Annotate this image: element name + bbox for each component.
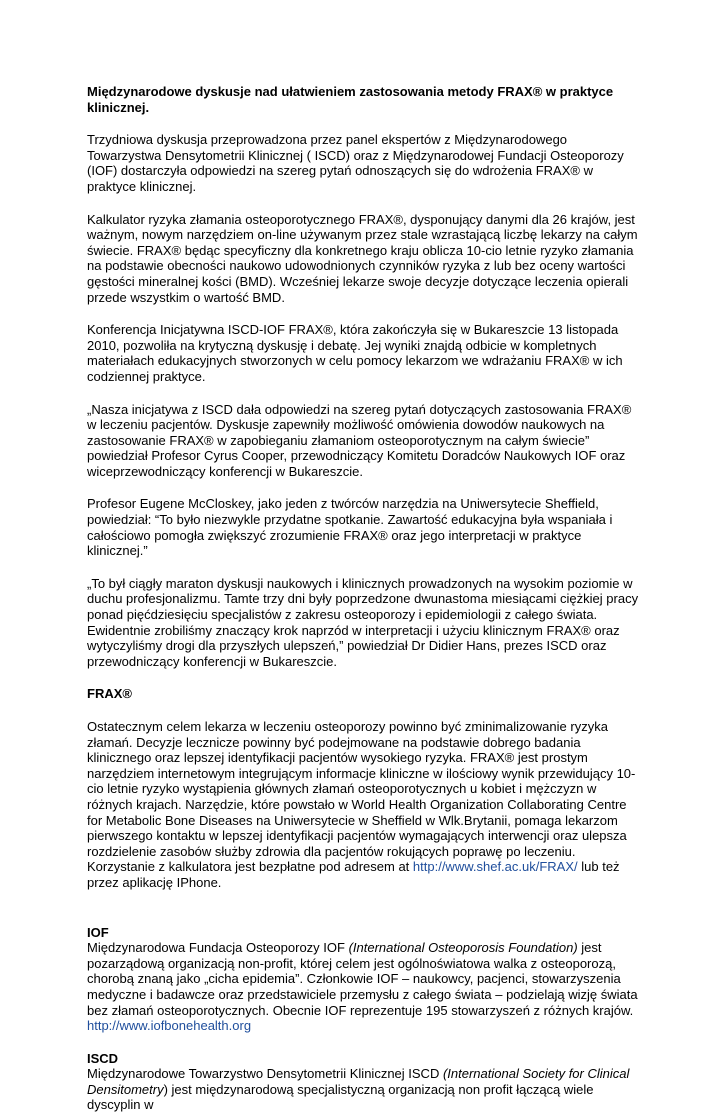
document-body	[87, 84, 641, 1113]
paragraph-conference: Konferencja Inicjatywna ISCD-IOF FRAX®, która zakończyła się w Bukareszcie 13 listopada 2010, pozwoliła na krytyczną dyskusję i debatę. Jej wyniki znajdą odbicie w kompletnych materiałach edukacyjnych stworzonych w celu pomocy lekarzom we wdrażaniu FRAX® w ich codziennej praktyce.	[87, 322, 623, 384]
iscd-text-2: ) jest międzynarodową specjalistyczną organizacją non profit łączącą wiele dyscyplin w	[87, 1081, 594, 1113]
paragraph-quote-hans: „To był ciągły maraton dyskusji naukowych i klinicznych prowadzonych na wysokim poziomie w duchu profesjonalizmu. Tamte trzy dni były poprzedzone dwunastoma miesiącami ciężkiej pracy ponad pięćdziesięciu specjalistów z zakresu osteoporozy i epidemiologii z całego świata. Ewidentnie zrobiliśmy znaczący krok naprzód w interpretacji i użyciu klinicznym FRAX® oraz wytyczyliśmy drogi dla przyszłych ulepszeń,” powiedział Dr Didier Hans, prezes ISCD oraz przewodniczący konferencji w Bukareszcie.	[87, 575, 639, 669]
paragraph-calculator: Kalkulator ryzyka złamania osteoporotycznego FRAX®, dysponujący danymi dla 26 krajów, jest ważnym, nowym narzędziem on-line używanym przez stale wzrastającą liczbę lekarzy na całym świecie. FRAX® będąc specyficzny dla konkretnego kraju oblicza 10-cio letnie ryzyko złamania na podstawie obecności naukowo udowodnionych czynników ryzyka z lub bez oceny wartości gęstości mineralnej kości (BMD). Wcześniej lekarze swoje decyzje dotyczące leczenia opierali przede wszystkim o wartość BMD.	[87, 211, 638, 305]
iof-text-1: Międzynarodowa Fundacja Osteoporozy IOF	[87, 940, 349, 956]
iof-text-2: jest pozarządową organizacją non-profit, której celem jest ogólnoświatowa walka z osteoporozą, chorobą znaną jako „cicha epidemia”. Członkowie IOF – naukowcy, pacjenci, stowarzyszenia medyczne i badawcze oraz przedstawiciele przemysłu z całego świata – podzielają wizję świata bez złamań osteoporotycznych. Obecnie IOF reprezentuje 195 stowarzyszeń z różnych krajów.	[87, 940, 638, 1018]
section-heading-frax: FRAX®	[87, 686, 132, 702]
frax-body-text: Ostatecznym celem lekarza w leczeniu osteoporozy powinno być zminimalizowanie ryzyka złamań. Decyzje lecznicze powinny być podejmowane na podstawie dobrego badania klinicznego oraz lepszej identyfikacji pacjentów wysokiego ryzyka. FRAX® jest prostym narzędziem internetowym integrującym informacje kliniczne w ilościowy wynik przewidujący 10-cio letnie ryzyko wystąpienia głównych złamań osteoporotycznych u kobiet i mężczyzn w różnych krajach. Narzędzie, które powstało w World Health Organization Collaborating Centre for Metabolic Bone Diseases na Uniwersytecie w Sheffield w Wlk.Brytanii, pomaga lekarzom pierwszego kontaktu w lepszej identyfikacji pacjentów wymagających interwencji oraz ulepsza rozdzielenie zasobów służby zdrowia dla pacjentów rokujących poprawę po leczeniu. Korzystanie z kalkulatora jest bezpłatne pod adresem at	[87, 719, 636, 875]
section-heading-iof: IOF	[87, 924, 109, 940]
frax-tail-text: lub też przez aplikację IPhone.	[87, 859, 620, 890]
paragraph-quote-cooper: „Nasza inicjatywa z ISCD dała odpowiedzi na szereg pytań dotyczących zastosowania FRAX® w leczeniu pacjentów. Dyskusje zapewniły możliwość omówienia dowodów naukowych na zastosowanie FRAX® w zapobieganiu złamaniom osteoporotycznym na całym świecie” powiedział Profesor Cyrus Cooper, przewodniczący Komitetu Doradców Naukowych IOF oraz wiceprzewodniczący konferencji w Bukareszcie.	[87, 401, 632, 479]
section-heading-iscd: ISCD	[87, 1050, 119, 1066]
iscd-italic-name: (International Society for Clinical Densitometry	[87, 1066, 630, 1097]
iof-link-line	[87, 1018, 641, 1034]
paragraph-frax	[87, 719, 641, 891]
iof-link[interactable]: http://www.iofbonehealth.org	[87, 1018, 252, 1034]
iof-italic-name: (International Osteoporosis Foundation)	[348, 940, 578, 956]
paragraph-quote-mccloskey: Profesor Eugene McCloskey, jako jeden z twórców narzędzia na Uniwersytecie Sheffield, powiedział: “To było niezwykle przydatne spotkanie. Zawartość edukacyjna była wspaniała i całościowo pomogła zwiększyć zrozumienie FRAX® oraz jego interpretacji w praktyce klinicznej.”	[87, 496, 613, 559]
document-title: Międzynarodowe dyskusje nad ułatwieniem zastosowania metody FRAX® w praktyce klinicznej.	[87, 84, 614, 115]
iscd-text-1: Międzynarodowe Towarzystwo Densytometrii Klinicznej ISCD	[87, 1066, 443, 1082]
paragraph-iof	[87, 940, 641, 1018]
paragraph-iscd	[87, 1066, 641, 1113]
frax-link[interactable]: http://www.shef.ac.uk/FRAX/	[412, 859, 578, 875]
paragraph-intro: Trzydniowa dyskusja przeprowadzona przez panel ekspertów z Międzynarodowego Towarzystwa Densytometrii Klinicznej ( ISCD) oraz z Międzynarodowej Fundacji Osteoporozy (IOF) dostarczyła odpowiedzi na szereg pytań odnoszących się do wdrożenia FRAX® w praktyce klinicznej.	[87, 132, 624, 194]
